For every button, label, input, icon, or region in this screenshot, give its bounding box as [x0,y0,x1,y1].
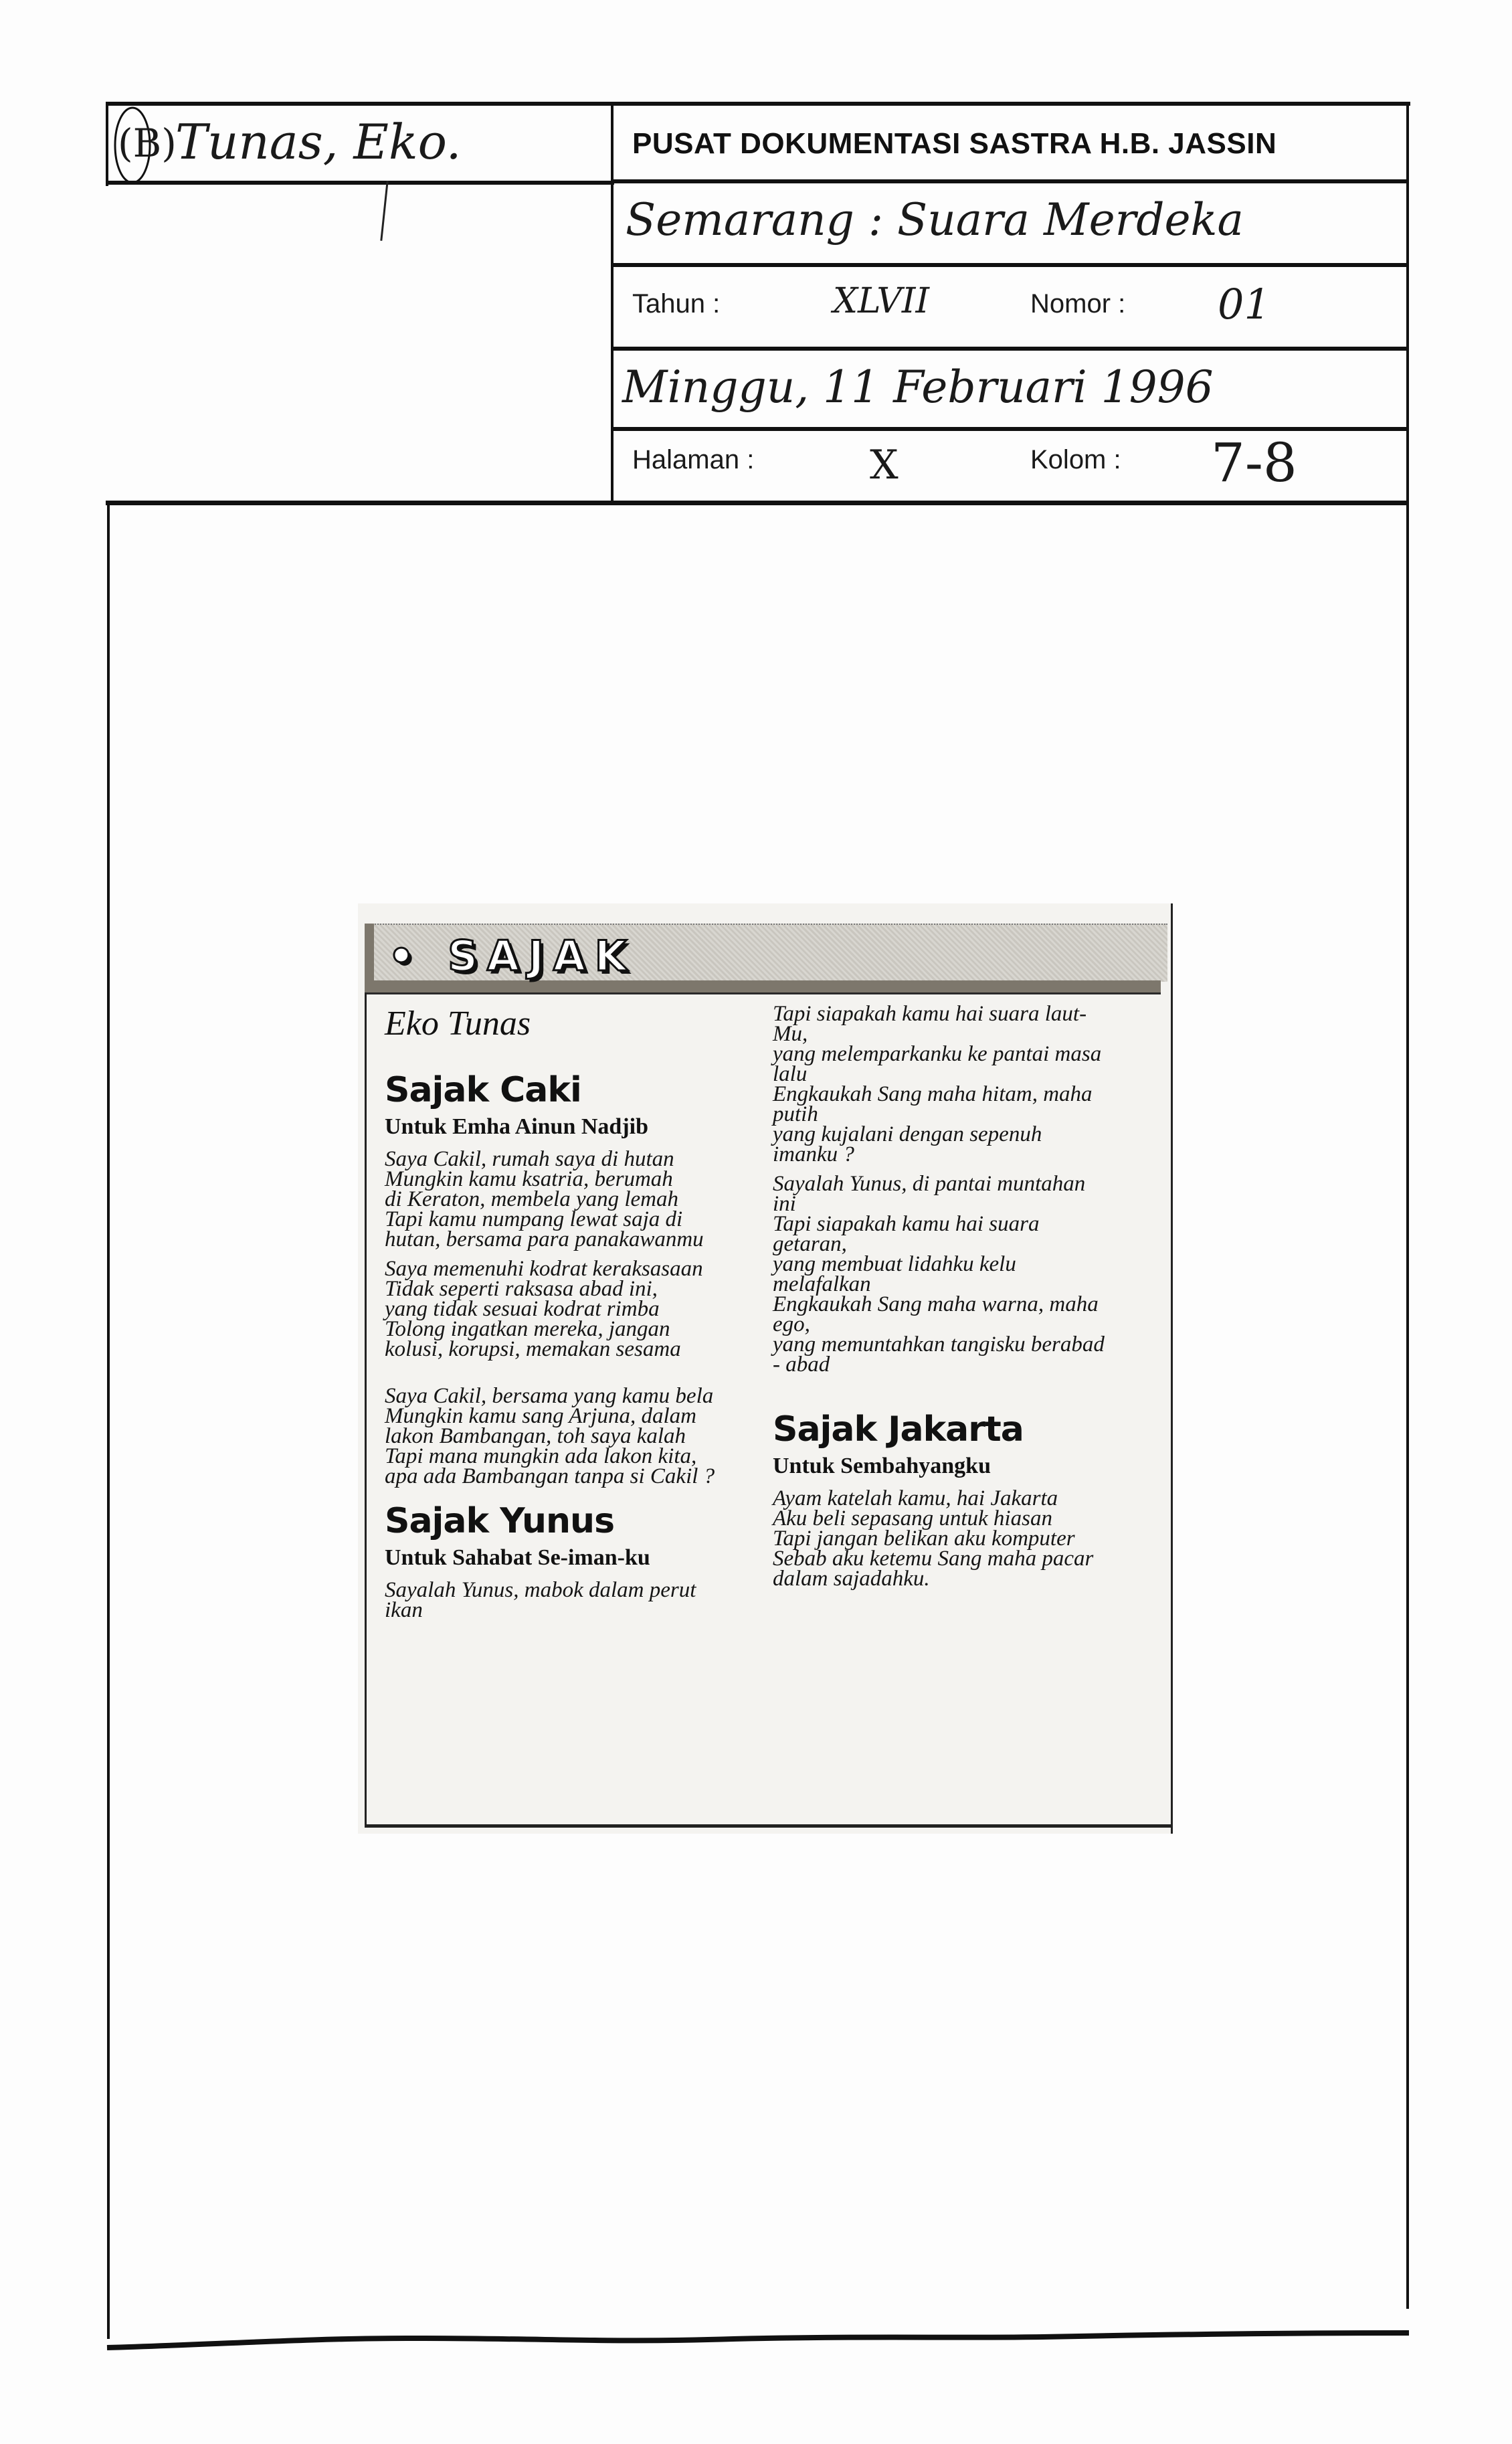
body-left-border [107,502,110,2339]
date-handwritten: Minggu, 11 Februari 1996 [622,361,1214,413]
author-underline-stroke [380,181,388,241]
poem-line: Ayam katelah kamu, hai Jakarta [773,1486,1058,1510]
poem-line: Mungkin kamu ksatria, berumah [385,1167,673,1191]
poem-title: Sajak Caki [385,1070,581,1110]
left-column [385,1004,766,1620]
halaman-label: Halaman : [632,445,755,474]
right-column [773,1004,1154,1589]
stanza [773,1488,1154,1589]
author-byline: Eko Tunas [385,1005,531,1043]
halaman-value: X [870,442,899,489]
body-right-border [1406,502,1409,2309]
poem-line: Mu, [773,1022,808,1046]
poem-line: yang kujalani dengan sepenuh [773,1122,1042,1146]
poem-line: Mungkin kamu sang Arjuna, dalam [385,1404,696,1428]
clip-bottom-border [365,1824,1171,1828]
source-handwritten: Semarang : Suara Merdeka [626,194,1244,246]
nomor-value: 01 [1218,280,1270,329]
poem-line: Saya memenuhi kodrat keraksasaan [385,1257,703,1281]
poem-line: ego, [773,1312,810,1336]
poem-line: Aku beli sepasang untuk hiasan [773,1506,1052,1531]
poem-line: Engkaukah Sang maha hitam, maha [773,1082,1093,1106]
banner-shadow-bar [365,980,1161,994]
poem-line: dalam sajadahku. [773,1567,930,1591]
stanza [385,1149,766,1249]
poem-line: putih [773,1102,818,1126]
poem-line: Tapi siapakah kamu hai suara laut- [773,1002,1087,1026]
poem-line: Sayalah Yunus, di pantai muntahan [773,1172,1086,1196]
section-banner-title: • SAJAK [388,932,636,980]
poem-title: Sajak Yunus [385,1501,615,1541]
poem-line: yang membuat lidahku kelu [773,1252,1016,1276]
author-handwritten: Tunas, Eko. [175,114,462,170]
poem-line: lalu [773,1062,808,1086]
stanza [773,1004,1154,1164]
poem-line: imanku ? [773,1142,854,1166]
poem-line: - abad [773,1352,830,1377]
poem-line: Sayalah Yunus, mabok dalam perut [385,1578,696,1602]
stanza [773,1174,1154,1375]
poem-dedication: Untuk Sembahyangku [773,1454,991,1478]
stanza [385,1580,766,1620]
card-left-border [106,102,108,186]
poem-line: Sebab aku ketemu Sang maha pacar [773,1547,1094,1571]
card-right-border-header [1406,102,1409,502]
clip-left-border [365,992,367,1826]
header-divider [611,102,613,502]
row-line-3 [611,347,1409,351]
poem-dedication: Untuk Sahabat Se-iman-ku [385,1545,650,1570]
kolom-label: Kolom : [1030,445,1121,474]
poem-line: Tapi mana mungkin ada lakon kita, [385,1444,697,1468]
poem-line: getaran, [773,1232,847,1256]
poem-line: Saya Cakil, bersama yang kamu bela [385,1384,714,1408]
poem-line: apa ada Bambangan tanpa si Cakil ? [385,1464,715,1488]
row-line-4 [611,427,1409,431]
nomor-label: Nomor : [1030,289,1126,319]
poem-line: yang melemparkanku ke pantai masa [773,1042,1102,1066]
poem-line: Saya Cakil, rumah saya di hutan [385,1147,674,1171]
left-cell-bottom-border [106,181,614,185]
institution-name: PUSAT DOKUMENTASI SASTRA H.B. JASSIN [632,127,1277,160]
poem-line: yang memuntahkan tangisku berabad [773,1332,1105,1357]
header-bottom-border [106,501,1409,505]
body-bottom-border [106,2329,1410,2356]
row-line-2 [611,263,1409,267]
poem-dedication: Untuk Emha Ainun Nadjib [385,1114,649,1139]
poem-line: Tolong ingatkan mereka, jangan [385,1317,670,1341]
poem-line: Tidak seperti raksasa abad ini, [385,1277,658,1301]
poem-line: ikan [385,1598,423,1622]
poem-line: lakon Bambangan, toh saya kalah [385,1424,686,1448]
poem-line: Engkaukah Sang maha warna, maha [773,1292,1099,1316]
stanza [385,1386,766,1486]
row-line-1 [611,179,1409,183]
poem-line: di Keraton, membela yang lemah [385,1187,679,1211]
poem-line: kolusi, korupsi, memakan sesama [385,1337,681,1361]
newspaper-clipping [358,903,1173,1834]
code-mark: (B) [118,120,177,166]
poem-line: hutan, bersama para panakawanmu [385,1227,704,1251]
poem-line: Tapi jangan belikan aku komputer [773,1526,1075,1551]
card-top-border [106,102,1410,106]
stanza [385,1259,766,1359]
kolom-value: 7-8 [1211,432,1297,494]
poem-line: melafalkan [773,1272,871,1296]
tahun-label: Tahun : [632,289,721,319]
poem-line: ini [773,1192,796,1216]
tahun-value: XLVII [833,281,930,321]
poem-title: Sajak Jakarta [773,1409,1024,1450]
poem-line: Tapi siapakah kamu hai suara [773,1212,1040,1236]
poem-line: yang tidak sesuai kodrat rimba [385,1297,660,1321]
poem-line: Tapi kamu numpang lewat saja di [385,1207,683,1231]
